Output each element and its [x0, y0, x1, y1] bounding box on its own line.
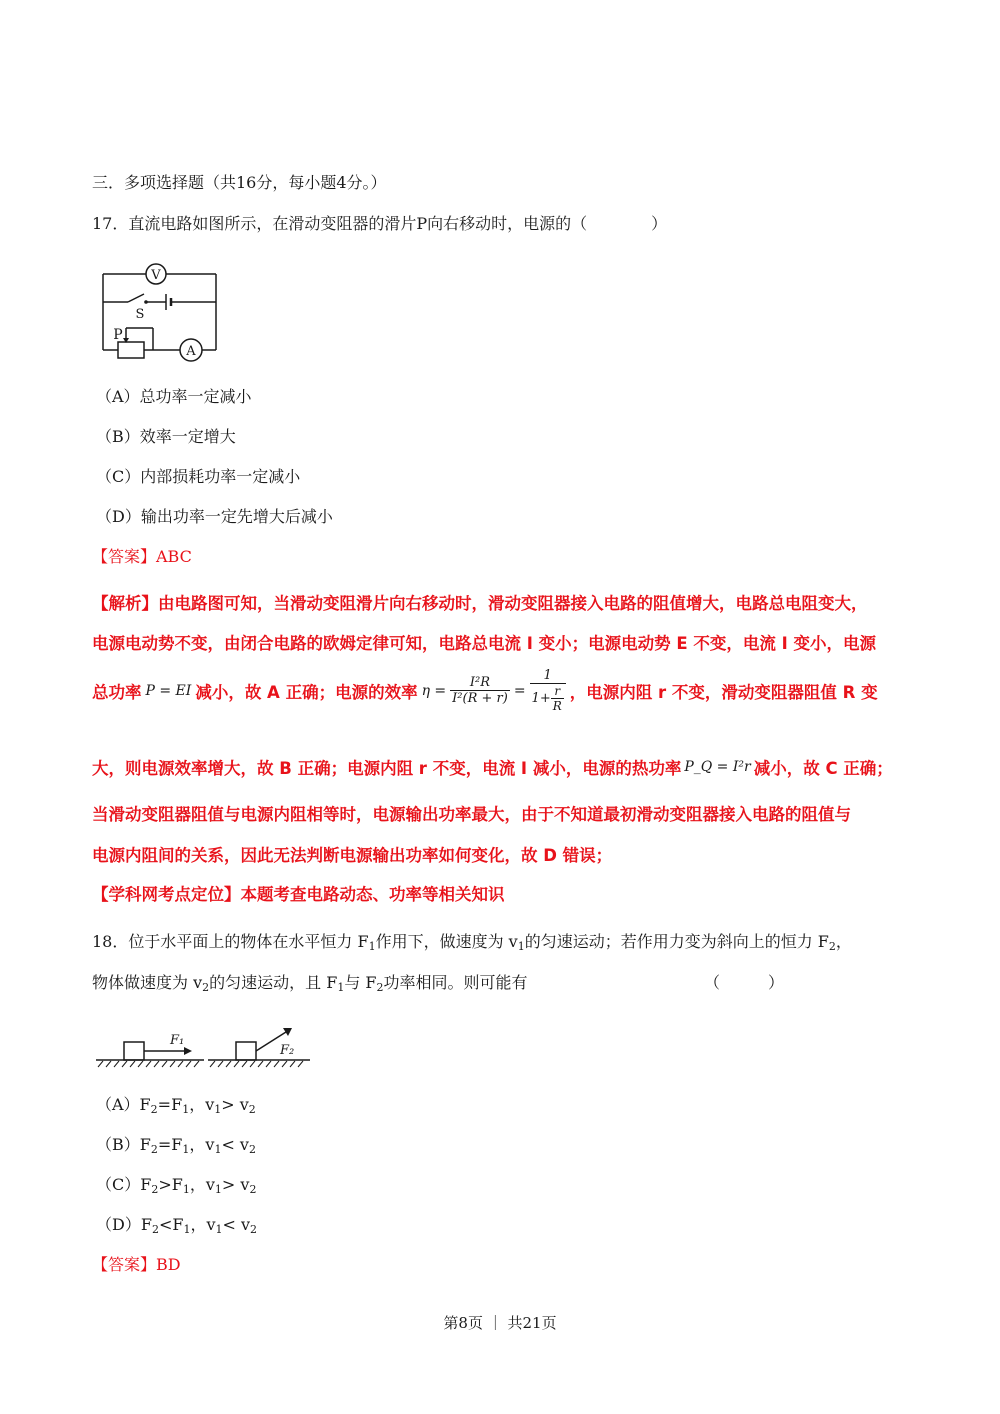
efficiency-fraction — [450, 675, 510, 706]
f1-label: F₁ — [170, 1033, 185, 1048]
q17-knowledge-point: 【学科网考点定位】本题考查电路动态、功率等相关知识 — [92, 885, 505, 904]
subscript: 1 — [183, 1223, 191, 1236]
option-text: < v — [222, 1215, 251, 1234]
f2-label: F₂ — [280, 1043, 295, 1058]
q18-answer-paren: （ ） — [704, 973, 785, 992]
switch-label: S — [135, 307, 145, 322]
subscript: 1 — [182, 1183, 190, 1196]
stem-text: 与 F — [344, 973, 377, 992]
stem-text: 的匀速运动，且 F — [209, 973, 338, 992]
subscript: 1 — [368, 940, 376, 953]
subscript: 1 — [517, 940, 525, 953]
section-header: 三．多项选择题（共16分，每小题4分。） — [92, 173, 387, 192]
q17-analysis-line2: 电源电动势不变，由闭合电路的欧姆定律可知，电路总电流 I 变小；电源电动势 E 不变，电流 I 变小，电源 — [92, 634, 877, 653]
q17-option-a: （A）总功率一定减小 — [96, 387, 252, 406]
subscript: 1 — [182, 1143, 190, 1156]
q17-option-c: （C）内部损耗功率一定减小 — [96, 467, 301, 486]
slider-label: P — [113, 327, 123, 343]
subscript: 2 — [248, 1143, 256, 1156]
q17-option-b: （B）效率一定增大 — [96, 427, 236, 446]
option-text: （C）F — [96, 1175, 152, 1194]
subscript: 1 — [215, 1223, 223, 1236]
stem-text: 作用下，做速度为 v — [375, 932, 518, 951]
option-text: =F — [157, 1135, 183, 1154]
subscript: 2 — [828, 940, 836, 953]
stem-text: ， — [835, 932, 852, 951]
subscript: 1 — [182, 1103, 190, 1116]
option-text: ，v — [190, 1215, 216, 1234]
question-18-stem-line1 — [92, 929, 852, 953]
question-17-stem: 17．直流电路如图所示，在滑动变阻器的滑片P向右移动时，电源的（ ） — [92, 214, 668, 233]
q18-answer: 【答案】BD — [92, 1255, 181, 1274]
q17-analysis-line1: 【解析】由电路图可知，当滑动变阻滑片向右移动时，滑动变阻器接入电路的阻值增大，电路总电阻变大， — [92, 594, 868, 613]
equals-sign: = — [513, 682, 526, 699]
option-text: （B）F — [96, 1135, 151, 1154]
stem-text: 的匀速运动；若作用力变为斜向上的恒力 F — [524, 932, 829, 951]
page-footer: 第8页 ｜ 共21页 — [443, 1314, 557, 1332]
subscript: 2 — [202, 981, 210, 994]
subscript: 1 — [214, 1143, 222, 1156]
subscript: 2 — [151, 1183, 159, 1196]
stem-text: 物体做速度为 v — [92, 973, 203, 992]
analysis-text: ，电源内阻 r 不变，滑动变阻器阻值 R 变 — [569, 682, 878, 702]
circuit-diagram — [98, 258, 223, 363]
fraction-denominator: I²(R + r) — [452, 691, 508, 706]
question-18-stem-line2 — [92, 970, 528, 994]
fraction-numerator: 1 — [530, 668, 566, 684]
formula-total-power: P = EI — [145, 682, 192, 699]
fraction-denominator — [530, 684, 566, 713]
subscript: 2 — [150, 1103, 158, 1116]
analysis-text: 减小，故 C 正确； — [753, 759, 893, 778]
option-text: <F — [158, 1215, 184, 1234]
subscript: 2 — [250, 1223, 258, 1236]
option-text: > v — [221, 1095, 249, 1114]
subscript: 2 — [150, 1143, 158, 1156]
q18-option-b — [96, 1132, 256, 1156]
fraction-numerator: r — [551, 684, 564, 699]
option-text: ，v — [189, 1175, 215, 1194]
subscript: 1 — [214, 1183, 222, 1196]
q18-option-a — [96, 1092, 256, 1116]
fraction-one-plus: 1+ — [531, 691, 551, 706]
option-text: >F — [158, 1175, 183, 1194]
q17-analysis-line3 — [92, 668, 878, 713]
option-text: > v — [221, 1175, 250, 1194]
nested-fraction — [551, 684, 564, 713]
option-text: （D）F — [96, 1215, 152, 1234]
fraction-numerator: I²R — [450, 675, 510, 691]
efficiency-fraction-simplified — [530, 668, 566, 713]
analysis-text: 总功率 — [92, 682, 142, 702]
q17-option-d: （D）输出功率一定先增大后减小 — [96, 507, 333, 526]
subscript: 2 — [249, 1183, 257, 1196]
q18-option-c — [96, 1172, 256, 1196]
option-text: =F — [157, 1095, 183, 1114]
stem-text: 18．位于水平面上的物体在水平恒力 F — [92, 932, 369, 951]
q17-analysis-line5: 当滑动变阻器阻值与电源内阻相等时，电源输出功率最大，由于不知道最初滑动变阻器接入电路的阻值与 — [92, 805, 851, 824]
subscript: 2 — [248, 1103, 256, 1116]
formula-heat-power: P_Q = I²r — [684, 759, 751, 775]
stem-text: 功率相同。则可能有 — [383, 973, 528, 992]
q17-answer: 【答案】ABC — [92, 547, 192, 566]
subscript: 2 — [151, 1223, 159, 1236]
subscript: 1 — [337, 981, 345, 994]
option-text: ，v — [189, 1135, 215, 1154]
force-diagram — [94, 1024, 314, 1070]
analysis-text: 减小，故 A 正确；电源的效率 — [195, 682, 418, 702]
eta-symbol: η = — [421, 682, 447, 699]
option-text: （A）F — [96, 1095, 151, 1114]
analysis-text: 大，则电源效率增大，故 B 正确；电源内阻 r 不变，电流 I 减小，电源的热功率 — [92, 759, 682, 778]
voltmeter-label: V — [151, 268, 161, 283]
ammeter-label: A — [186, 344, 196, 359]
option-text: ，v — [189, 1095, 215, 1114]
fraction-denominator: R — [552, 699, 562, 713]
subscript: 2 — [376, 981, 384, 994]
subscript: 1 — [214, 1103, 222, 1116]
q17-analysis-line4 — [92, 755, 893, 779]
q17-analysis-line6: 电源内阻间的关系，因此无法判断电源输出功率如何变化，故 D 错误； — [92, 846, 613, 865]
q18-option-d — [96, 1212, 257, 1236]
option-text: < v — [221, 1135, 249, 1154]
